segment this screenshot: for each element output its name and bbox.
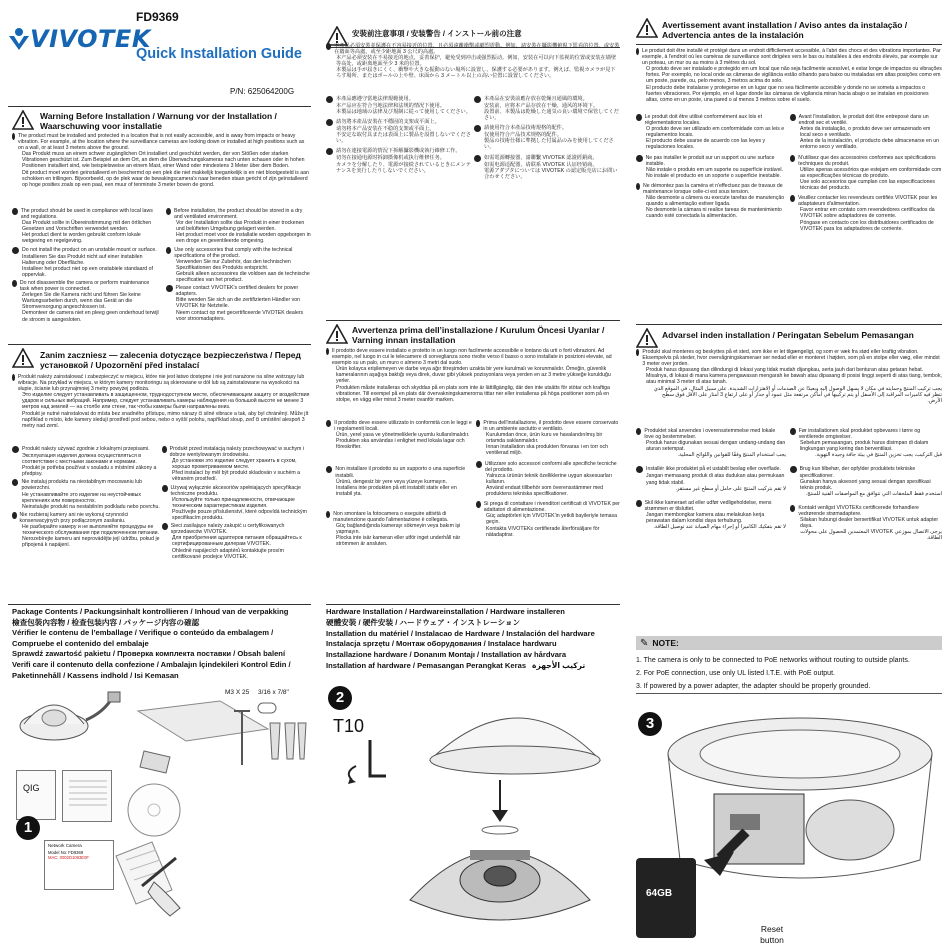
bullet-icon bbox=[326, 148, 333, 155]
screw-size-inch bbox=[258, 689, 289, 696]
bullet-icon bbox=[326, 348, 329, 355]
bullet-icon bbox=[12, 208, 18, 215]
bullet-icon bbox=[166, 285, 173, 292]
text-block: Zerlegen Sie die Kamera nicht und führen Sie keine Wartungsarbeiten durch, wenn das Gerät an die Stromversorgung angeschlossen ist. bbox=[22, 292, 141, 311]
text-block: Не устанавливайте это изделие на неустойчивых креплениях или поверхностях. bbox=[22, 491, 141, 504]
text-block: 本製品は地域の法律及び規制に従って使用してください。 bbox=[336, 109, 471, 116]
step-3-badge: 3 bbox=[638, 712, 662, 736]
text-block: Ne pas installer le produit sur un support ou une surface instable. bbox=[645, 154, 775, 167]
hardware-titles bbox=[326, 607, 622, 672]
bullet-icon bbox=[12, 374, 15, 381]
text-block: يجب استخدام المنتج وفقًا للقوانين واللوائح المحلية. bbox=[677, 452, 786, 459]
text-block: Не разбирайте камеру и не выполняйте процедуры ее технического обслуживания при подключенном питании. bbox=[22, 524, 159, 537]
guide-title: Quick Installation Guide bbox=[136, 46, 302, 62]
warning-pl-left bbox=[12, 446, 160, 548]
bullet-icon bbox=[166, 247, 171, 254]
bullet-icon bbox=[636, 500, 642, 507]
text-block: El producto debe instalarse y protegerse en un lugar que no sea fácilmente accesible y donde no se someta a impactos o fuertes vibraciones. Por ejemplo, en el lugar donde las cámaras de vigilancia miran hacia abajo o se instalan en posiciones altas, como en un poste, una pared o al menos 3 metros sobre el suelo. bbox=[646, 84, 929, 103]
text-block: El producto debe usarse de acuerdo con las leyes y regulaciones locales. bbox=[646, 138, 766, 151]
text-block: 本製品は手が届きにくく、衝撃や大きな振動のない場所に設置し、保護する必要があります。例えば、監視カメラが見下ろす場所、またはポールの上や壁、床面から 3 メートル以上の高い位置に設置してください。 bbox=[336, 67, 616, 80]
divider bbox=[326, 604, 620, 605]
text-block: Neem contact op met gecertificeerde VIVOTEK dealers voor stroomadapters. bbox=[176, 309, 304, 322]
section-title-warning-cjk: 安裝前注意事項 / 安装警告 / インストール前の注意 bbox=[352, 29, 522, 38]
warning-icon bbox=[12, 348, 34, 373]
text-block: Avant l'installation, le produit doit être entreposé dans un endroit sec et ventilé. bbox=[798, 114, 929, 127]
warning-cjk-body bbox=[326, 43, 620, 80]
text-block: 如需電源轉接器，請聯繫 VIVOTEK 認證經銷商。 bbox=[484, 154, 598, 161]
text-block: Póngase en contacto con los distribuidores certificados de VIVOTEK para los adaptadores de corriente. bbox=[800, 219, 934, 232]
text-block: يجب تركيب المنتج وحمايته في مكان لا يسهل الوصول إليه وبعيدًا عن الصدمات أو الاهتزازات الشديدة. على سبيل المثال، في الموقع الذي تنظر فيه كاميرات المراقبة إلى الأسفل أو يتم تركيبها في أماكن مرتفعة مثل عمود أو جدار أو على ارتفاع 3 أمتار على الأقل فوق سطح الأرض. bbox=[653, 385, 942, 404]
bullet-icon bbox=[636, 114, 642, 121]
text-block: Používejte pouze příslušenství, které odpovídá technickým specifikacím produktu. bbox=[172, 508, 307, 522]
text-block: Het product dient te worden gebruikt conform lokale wetgeving en regelgeving. bbox=[22, 232, 141, 245]
sd-card-label: 64GB bbox=[646, 888, 673, 899]
package-title: Vérifier le contenu de l’emballage / Verifique o conteúdo da embalagem / Compruebe el contenido del embalaje bbox=[12, 628, 274, 648]
bullet-icon bbox=[636, 428, 641, 435]
text-block: Vor der Installation sollte das Produkt in einer trockenen und belüfteten Umgebung gelagert werden. bbox=[176, 220, 305, 233]
bullet-icon bbox=[166, 208, 171, 215]
hardware-title: Installazione hardware / Donanım Montajı / Installation av hårdvara bbox=[326, 650, 567, 660]
hardware-title: 硬體安裝 / 硬件安装 / ハードウェア・インストレーション bbox=[326, 617, 521, 627]
text-block: 仅使用符合产品技术规格的配件。 bbox=[484, 132, 562, 139]
section-title-warning-en: Warning Before Installation / Warnung vor der Installation / Waarschuwing voor installatie bbox=[40, 111, 277, 131]
text-block: Produkt je nutné nainstalovat do místa bez snadného přístupu, mimo nárazy či silné vibrace a tak, aby byl chráněný. Může jít například o místo, kde kamery sledují prostředí pod sebou, nebo o vyšší polohu, například sloup, zeď či umístění alespoň 3 metry nad zemí. bbox=[22, 410, 309, 429]
text-block: Produk harus dipasang dan dilindungi di lokasi yang tidak mudah dijangkau, serta jauh dari benturan atau getaran hebat. Misalnya, di lokasi di mana kamera pengawasan mengarah ke bawah atau dipasang di posisi tinggi seperti di atas tiang, tembok, atau minimal 3 meter di atas tanah. bbox=[646, 367, 942, 386]
warning-icon bbox=[636, 18, 658, 43]
text-block: Use solo accesorios que cumplan con las especificaciones técnicas del producto. bbox=[800, 178, 935, 192]
bullet-icon bbox=[636, 183, 640, 190]
warning-it-left bbox=[326, 420, 472, 548]
text-block: Installieren Sie das Produkt nicht auf einer instabilen Halterung oder Oberfläche. bbox=[22, 253, 143, 266]
text-block: Produkt przed instalacją należy przechowywać w suchym i dobrze wentylowanym środowisku. bbox=[169, 446, 304, 459]
sticker-text: Model No: FD9369 bbox=[48, 850, 84, 855]
bullet-icon bbox=[326, 43, 331, 50]
text-block: Güç adaptörleri için VIVOTEK'in yetkili bayileriyle temasa geçin. bbox=[486, 513, 618, 526]
note-box bbox=[636, 636, 942, 696]
bullet-icon bbox=[326, 119, 333, 126]
hardware-title: Instalacja sprzętu / Монтаж оборудования / Instalace hardwaru bbox=[326, 639, 557, 649]
mac-address-text: MAC: 0002D1083E0F bbox=[48, 855, 89, 860]
section-title-warning-pl: Zanim zaczniesz — zalecenia dotyczące bezpieczeństwa / Перед установкой / Upozornění před instalací bbox=[40, 350, 301, 370]
text-block: Это изделие следует устанавливать в защищенном, труднодоступном месте, обеспечивающем защиту от воздействия ударов и сильных вибраций. Например, следует устанавливать камеры наблюдения на большой высоте не менее 3 метров над землей — на столбе или стене, так чтобы камеры были направлены вниз. bbox=[22, 392, 310, 411]
text-block: Neinstalujte produkt na nestabilním podkladu nebo povrchu. bbox=[22, 503, 160, 510]
divider bbox=[636, 324, 942, 325]
bullet-icon bbox=[790, 505, 795, 512]
sd-card-icon bbox=[636, 858, 696, 938]
text-block: 如需电源适配器，请联系 VIVOTEK 认证经销商。 bbox=[484, 161, 598, 168]
screw-label: M3 X 25 bbox=[225, 689, 250, 696]
text-block: Ürün, yerel yasa ve yönetmeliklerle uyumlu kullanılmalıdır. bbox=[336, 432, 470, 439]
model-number: FD9369 bbox=[136, 10, 179, 24]
text-block: Güç bağlandığında kamerayı sökmeyin veya bakım işi yapmayın. bbox=[336, 523, 461, 536]
text-block: لا تقم بتفكيك الكاميرا أو إجراء مهام الصيانة عند توصيل الطاقة. bbox=[653, 524, 786, 531]
text-block: The product must be installed and protected in a location that is not easily accessible, and is away from impacts or heavy vibration. For example, at the location where the surveillance cameras are looking down or installed at high positions such as on a wall, or at least 3 meters above the ground. bbox=[18, 133, 305, 152]
bullet-icon bbox=[790, 114, 796, 121]
text-block: يرجى الاتصال بموزعي VIVOTEK المعتمدين للحصول على محولات الطاقة. bbox=[800, 529, 942, 542]
text-block: The product should be used in compliance with local laws and regulations. bbox=[20, 208, 153, 221]
part-number: P/N: 625064200G bbox=[230, 87, 295, 96]
text-block: Innan installation ska produkten förvaras i en torr och ventilerad miljö. bbox=[486, 444, 608, 457]
warning-fr-body bbox=[636, 48, 942, 103]
bullet-icon bbox=[326, 466, 332, 473]
reset-button-label: Reset button bbox=[760, 924, 784, 945]
text-block: Jangan memasang produk di atas dudukan atau permukaan yang tidak stabil. bbox=[646, 473, 785, 486]
bullet-icon bbox=[476, 461, 482, 468]
divider bbox=[326, 320, 620, 321]
text-block: Ne démontez pas la caméra et n'effectuez pas de travaux de maintenance lorsque celle-ci est sous tension. bbox=[643, 182, 783, 196]
hardware-title: Installation du matériel / Instalacao de Hardware / Instalación del hardware bbox=[326, 628, 595, 638]
text-block: 請勿在連接電源的情況下拆解攝影機或執行維修工作。 bbox=[336, 148, 461, 155]
text-block: استخدم فقط الملحقات التي تتوافق مع المواصفات الفنية للمنتج. bbox=[805, 490, 942, 497]
brand-logo bbox=[8, 22, 151, 54]
warning-pl-body bbox=[12, 374, 310, 429]
divider bbox=[8, 106, 311, 107]
text-block: До установки это изделие следует хранить в сухом, хорошо проветриваемом месте. bbox=[172, 458, 297, 471]
text-block: Jangan membongkar kamera atau melakukan kerja perawatan dalam kondisi daya terhubung. bbox=[646, 511, 765, 525]
step-1-badge: 1 bbox=[16, 816, 40, 840]
text-block: Sebelum pemasangan, produk harus disimpan di dalam lingkungan yang kering dan berventilasi. bbox=[800, 440, 929, 453]
hardware-title: Installation af hardware / Pemasangan Perangkat Keras bbox=[326, 660, 527, 670]
brand-name: VIVOTEK bbox=[30, 25, 151, 53]
text-block: Produkt należy używać zgodnie z lokalnymi przepisami. bbox=[22, 446, 150, 452]
text-block: Skil ikke kameraet ad eller udfør vedligeholdelse, mens strømmen er tilsluttet. bbox=[644, 499, 772, 512]
text-block: Das Produkt sollte in Übereinstimmung mit den örtlichen Gesetzen und Vorschriften verwendet werden. bbox=[22, 220, 152, 233]
text-block: Produkt należy zainstalować i zabezpieczyć w miejscu, które nie jest łatwo dostępne i nie jest narażone na silne wstrząsy lub wibracje. Na przykład w miejscu, w którym kamery monitoringu są skierowane w dół lub są zainstalowane na wysokości na słupie, ścianie lub przynajmniej 3 metry powyżej podłoża. bbox=[17, 374, 305, 393]
warning-da-body bbox=[636, 349, 942, 404]
text-block: Antes de la instalación, el producto debe almacenarse en un entorno seco y ventilado. bbox=[800, 138, 940, 151]
alignment-sticker bbox=[126, 782, 182, 843]
bullet-icon bbox=[636, 466, 643, 473]
text-block: Non smontare la fotocamera o eseguire attività di manutenzione quando l'alimentazione è collegata. bbox=[333, 510, 449, 524]
text-block: Veuillez contacter les revendeurs certifiés VIVOTEK pour les adaptateurs d'alimentation. bbox=[797, 195, 938, 208]
text-block: 本产品必须安装在不易接近的地点，妥善保护，避免受到冲击或强烈振动。例如，安装在可以向下监视的位置或安装在墙壁等高处，或距离地面至少 3 米的位置。 bbox=[336, 55, 617, 68]
bullet-icon bbox=[162, 523, 168, 530]
text-block: Het product moet voor de installatie worden opgeborgen in een droge en geventileerde omgeving. bbox=[176, 232, 311, 245]
bullet-icon bbox=[12, 446, 19, 453]
text-block: Dit product moet worden geïnstalleerd en beschermd op een plek die niet makkelijk toegankelijk is en niet blootgesteld is aan schokken en trillingen. Bijvoorbeeld, op de plek waar de bewakingscamera's naar beneden staan gericht of zijn geïnstalleerd op hoge posities zoals op een paal, een muur of tenminste 3 meter boven de grond. bbox=[22, 169, 309, 188]
warning-cjk-right bbox=[474, 96, 620, 180]
text-block: 請使用符合本產品技術規格的配件。 bbox=[484, 125, 568, 132]
text-block: Prima dell'installazione, il prodotto deve essere conservato in un ambiente asciutto e ventilato. bbox=[483, 420, 619, 433]
text-block: Non installare il prodotto su un supporto o una superficie instabili. bbox=[335, 466, 466, 479]
bullet-icon bbox=[790, 428, 796, 435]
text-block: Nerozebírejte kameru ani neprovádějte její údržbu, pokud je připojená k napájení. bbox=[22, 536, 160, 549]
bullet-icon bbox=[12, 512, 17, 519]
text-block: 設置前、本製品は乾燥した通気の良い環境で保管してください。 bbox=[484, 109, 619, 122]
text-block: N'utilisez que des accessoires conformes aux spécifications techniques du produit. bbox=[798, 154, 936, 167]
bullet-icon bbox=[12, 479, 18, 486]
bullet-icon bbox=[162, 446, 167, 453]
text-block: Installér ikke produktet på et ustabilt beslag eller overflade. bbox=[646, 466, 781, 473]
text-block: Do not install the product on an unstable mount or surface. bbox=[22, 246, 157, 253]
divider bbox=[8, 344, 311, 345]
warning-it-right bbox=[476, 420, 620, 538]
warning-cjk-left bbox=[326, 96, 471, 174]
hand-writing-image bbox=[112, 838, 184, 923]
screw-inch-label: 3/16 x 7/8" bbox=[258, 689, 289, 696]
bullet-icon bbox=[162, 485, 168, 492]
bullet-icon bbox=[790, 195, 795, 202]
text-block: Utilizzare solo accessori conformi alle specifiche tecniche del prodotto. bbox=[484, 460, 617, 473]
text-block: Do not disassemble the camera or perform maintenance task when power is connected. bbox=[19, 279, 150, 293]
text-block: Před instalací by měl být produkt skladován v suchém a větraném prostředí. bbox=[172, 470, 301, 483]
warning-icon bbox=[12, 110, 34, 135]
text-block: Silakan hubungi dealer bersertifikat VIVOTEK untuk adapter daya. bbox=[800, 517, 939, 530]
text-block: O produto deve ser instalado e protegido em um local que não seja facilmente acessível, e estar longe de impactos ou vibrações fortes. Por exemplo, no local onde as câmeras de vigilância estão olhando para baixo ou instaladas em altas posições como em um poste, parede, ou, pelo menos, 3 metros acima do solo. bbox=[646, 66, 942, 85]
text-block: Для приобретения адаптеров питания обращайтесь к сертифицированным дилерам VIVOTEK. bbox=[172, 535, 302, 548]
text-block: Kurulumdan önce, ürün kuru ve havalandırılmış bir ortamda saklanmalıdır. bbox=[486, 432, 603, 445]
package-title: 檢查包裝內容物 / 检查包装内容 / パッケージ内容の確認 bbox=[12, 617, 200, 627]
bullet-icon bbox=[476, 501, 481, 508]
camera-disassembly-image bbox=[360, 690, 610, 951]
text-block: 请勿将本产品安装在不稳的支架或平面上。 bbox=[336, 126, 435, 133]
text-block: Yalnızca ürünün teknik özelliklerine uygun aksesuarları kullanın. bbox=[486, 472, 612, 485]
text-block: 本產品必須安裝並保護在不容易接近的位置，且必須遠離衝擊或劇烈震動。例如，請安裝在攝影機俯視下監看的位置，或安裝在牆面等高處，或至少距地面 3 公尺的高處。 bbox=[334, 43, 620, 56]
hardware-title-ar: تركيب الأجهزة bbox=[532, 660, 586, 670]
warning-pl-right bbox=[162, 446, 312, 560]
bullet-icon bbox=[474, 125, 481, 132]
warning-da-left bbox=[636, 428, 786, 530]
text-block: 切勿在接通电源时拆卸摄像机或执行维修任务。 bbox=[336, 155, 445, 162]
text-block: Si prega di contattare i rivenditori certificati di VIVOTEK per adattatori di alimentazione. bbox=[483, 501, 620, 514]
text-block: Le produit doit être installé et protégé dans un endroit difficilement accessible, à l'abri des chocs et des vibrations importantes. Par exemple, à l'endroit où les caméras de surveillance sont dirigées vers le bas ou installées à des endroits élevés, par exemple sur un poteau, un mur ou au moins à 3 mètres du sol. bbox=[641, 48, 941, 67]
warning-en-left-col bbox=[12, 208, 160, 323]
bullet-icon bbox=[474, 155, 481, 162]
text-block: O produto deve ser utilizado em conformidade com as leis e regulamentos locais. bbox=[646, 126, 785, 139]
bullet-icon bbox=[474, 96, 481, 103]
text-block: Nie instaluj produktu na niestabilnym mocowaniu lub powierzchni. bbox=[21, 479, 142, 492]
text-block: Não instale o produto em um suporte ou superfície instável. bbox=[646, 166, 783, 173]
text-block: Produkten måste installeras och skyddas på en plats som inte är lättillgänglig, där den inte utsätts för stötar och kraftiga vibrationer. Till exempel på en plats där övervakningskamerorna tittar ner eller installeras på höga positioner som på en stolpe, en vägg eller minst 3 meter ovanför marken. bbox=[336, 384, 610, 403]
text-block: Gebruik alleen accessoires die voldoen aan de technische specificaties van het product. bbox=[176, 270, 310, 284]
text-block: لا تقم بتركيب المنتج على حامل أو سطح غير مستقر. bbox=[675, 485, 786, 492]
text-block: Använd endast tillbehör som överensstämmer med produktens tekniska specifikationer. bbox=[486, 484, 604, 498]
warning-it-body bbox=[326, 348, 620, 403]
warning-da-right bbox=[790, 428, 942, 542]
text-block: Kontakt venligst VIVOTEKs certificerede forhandlere vedrørende strømadaptere. bbox=[798, 504, 919, 518]
text-block: Plocka inte isär kameran eller utför inget underhåll när strömmen är ansluten. bbox=[336, 535, 461, 548]
text-block: 製品の技術仕様に準拠した付属品のみを使用してください。 bbox=[484, 138, 614, 151]
divider bbox=[8, 604, 311, 605]
section-title-warning-it: Avvertenza prima dell’installazione / Kurulum Öncesi Uyarılar / Varning innan installation bbox=[352, 325, 605, 345]
text-block: Brug kun tilbehør, der opfylder produktets tekniske specifikationer. bbox=[799, 466, 916, 479]
text-block: Gunakan hanya aksesori yang sesuai dengan spesifikasi teknis produk. bbox=[800, 478, 931, 491]
qig-label: QIG bbox=[23, 783, 40, 793]
qig-booklet bbox=[16, 770, 56, 820]
mounting-kit-image bbox=[130, 697, 310, 782]
package-title: Sprawdź zawartość pakietu / Проверка комплекта поставки / Obsah balení bbox=[12, 649, 286, 659]
package-title: Verifi care il contenuto della confezione / Ambalajın İçindekileri Kontrol Edin / Paketinnehåll / Kassens indhold / Isi Kemasan bbox=[12, 659, 291, 680]
note-items bbox=[636, 650, 942, 694]
bullet-icon bbox=[326, 420, 331, 427]
text-block: Demonteer de camera niet en pleeg geen onderhoud terwijl de stroom is aangesloten. bbox=[22, 310, 159, 323]
note-header bbox=[636, 636, 942, 650]
text-block: 電源アダプタについては VIVOTEK の認定販売店にお問い合わせください。 bbox=[484, 167, 618, 180]
warning-icon bbox=[326, 324, 348, 349]
text-block: Ürün kolayca erişilemeyen ve darbe veya ağır titreşimden uzakta bir yere kurulmalı ve korunmalıdır. Örneğin, güvenlik kameralarının aşağıya baktığı veya direk, duvar gibi yüksek pozisyonlara veya yerden en az 3 metre yükseğe kurulduğu yerler. bbox=[336, 366, 611, 385]
text-block: Il prodotto deve essere installato e protetto in un luogo non facilmente accessibile e lontano da urti o forti vibrazioni. Ad esempio, nel luogo in cui le telecamere di sorveglianza sono rivolte verso il basso o sono installate in posizioni elevate, ad esempio su un palo, un muro o almeno 3 metri dal suolo. bbox=[331, 348, 612, 367]
text-block: Эксплуатация изделия должна осуществляться в соответствии с местными законами и нормами. bbox=[22, 453, 141, 466]
step-2-badge: 2 bbox=[328, 686, 352, 710]
note-item: 2. For PoE connection, use only UL listed I.T.E. with PoE output. bbox=[636, 670, 835, 677]
screw-size-label bbox=[225, 689, 249, 696]
bullet-icon bbox=[790, 466, 797, 473]
divider bbox=[636, 44, 942, 45]
text-block: Før installationen skal produktet opbevares i tørre og ventilerede omgivelser. bbox=[798, 428, 921, 441]
section-title-warning-da: Advarsel inden installation / Peringatan Sebelum Pemasangan bbox=[662, 330, 914, 340]
text-block: Produk harus digunakan sesuai dengan undang-undang dan aturan setempat. bbox=[646, 440, 786, 453]
text-block: Installera inte produkten på ett instabilt stativ eller en instabil yta. bbox=[336, 484, 457, 497]
warning-en-right-col bbox=[166, 208, 312, 322]
text-block: Bitte wenden Sie sich an die zertifizierten Händler von VIVOTEK für Netzteile. bbox=[176, 297, 300, 310]
text-block: Favor entrar em contato com revendedores certificados da VIVOTEK sobre adaptadores de corrente. bbox=[800, 207, 935, 220]
package-title: Package Contents / Packungsinhalt kontrollieren / Inhoud van de verpakking bbox=[12, 607, 289, 616]
text-block: Sieci zasilające należy zakupić u certyfikowanych sprzedawców VIVOTEK. bbox=[170, 523, 285, 536]
text-block: No instale el producto en un soporte o superficie inestable. bbox=[646, 172, 781, 179]
text-block: 本產品應遵守當地法律規範使用。 bbox=[336, 96, 414, 102]
text-block: Le produit doit être utilisé conformément aux lois et réglementations locales. bbox=[644, 114, 763, 127]
pencil-icon: ✎ bbox=[640, 637, 649, 649]
warning-fr-right bbox=[790, 114, 942, 232]
bullet-icon bbox=[790, 155, 795, 162]
note-label: NOTE: bbox=[652, 638, 679, 648]
text-block: Il prodotto deve essere utilizzato in conformità con le leggi e i regolamenti locali. bbox=[334, 420, 472, 433]
text-block: Please contact VIVOTEK's certified dealers for power adapters. bbox=[175, 285, 299, 298]
text-block: Antes da instalação, o produto deve ser armazenado em local seco e ventilado. bbox=[800, 126, 931, 139]
bullet-icon bbox=[12, 133, 15, 140]
text-block: カメラを分解したり、電源が接続されているときにメンテナンスを実行したりしないでください。 bbox=[336, 161, 471, 174]
text-block: No desmonte la cámara ni realice tareas de mantenimiento cuando esté conectada la alimentación. bbox=[646, 207, 782, 220]
note-item: 3. If powered by a power adapter, the adapter should be properly grounded. bbox=[636, 683, 871, 690]
text-block: Use only accessories that comply with the technical specifications of the product. bbox=[174, 246, 293, 259]
text-block: Используйте только принадлежности, отвечающие техническим характеристикам изделия. bbox=[172, 496, 295, 509]
text-block: Nie rozbieraj kamery ani nie wykonuj czynności konserwacyjnych przy podłączonym zasilaniu. bbox=[19, 511, 129, 524]
text-block: Das Produkt muss an einem schwer zugänglichen Ort installiert und geschützt werden, der von Stößen oder starken Vibrationen geschützt ist. Zum Beispiel an dem Ort, an dem die Überwachungskameras nach unten schauen oder in hohen Positionen installiert sind, wie beispielsweise an einem Mast, einer Wand oder mindestens 3 Meter über dem Boden. bbox=[22, 151, 305, 170]
text-block: Produkt skal monteres og beskyttes på et sted, som ikke er let tilgængeligt, og som er væk fra stød eller kraftig vibration. Eksempelvis på steder, hvor overvågningskameraer ser nedad eller er monteret i højden, som på en stolpe eller væg, eller mindst 3 meter over jorden. bbox=[642, 349, 940, 368]
text-block: Kontakta VIVOTEKs certifierade återförsäljare för nätadaptrar. bbox=[486, 525, 600, 538]
camera-dome-image bbox=[14, 690, 124, 767]
warning-fr-left bbox=[636, 114, 786, 220]
text-block: 本产品应在符合当地法律和法规的情况下使用。 bbox=[336, 103, 445, 109]
text-block: 不安定な取付具または表面上に製品を設置しないでください。 bbox=[336, 132, 471, 145]
text-block: Installeer het product niet op een onstabiele standaard of oppervlak. bbox=[22, 265, 153, 278]
bullet-icon bbox=[636, 155, 643, 162]
bullet-icon bbox=[636, 349, 639, 356]
text-block: قبل التركيب، يجب تخزين المنتج في بيئة جافة وجيدة التهوية. bbox=[815, 452, 942, 459]
text-block: Utilize apenas acessórios que estejam em conformidade com as especificações técnicas do produto. bbox=[800, 166, 942, 179]
text-block: Produkten ska användas i enlighet med lokala lagar och föreskrifter. bbox=[336, 438, 465, 451]
text-block: 安装前，应将本产品存放在干燥、通风的环境下。 bbox=[484, 103, 599, 109]
text-block: 請勿將本產品安裝在不穩固的支架或平面上。 bbox=[336, 119, 440, 126]
sticker-text: Network Camera bbox=[48, 843, 82, 848]
bullet-icon bbox=[476, 420, 480, 427]
text-block: Produktet skal anvendes i overensstemmelse med lokale love og bestemmelser. bbox=[644, 428, 776, 441]
package-titles bbox=[12, 607, 312, 681]
bullet-icon bbox=[636, 48, 639, 55]
text-block: Używaj wyłącznie akcesoriów spełniających specyfikacje techniczne produktu. bbox=[170, 484, 301, 497]
product-label-sticker bbox=[44, 840, 114, 890]
torx-tool-label: T10 bbox=[333, 716, 365, 736]
text-block: Ohledně napájecích adaptérů kontaktujte prosím certifikované prodejce VIVOTEK. bbox=[172, 547, 284, 560]
bullet-icon bbox=[326, 96, 333, 103]
note-item: 1. The camera is only to be connected to PoE networks without routing to outside plants. bbox=[636, 657, 910, 664]
section-title-warning-fr: Avertissement avant installation / Aviso antes da instalação / Advertencia antes de la instalación bbox=[662, 20, 908, 40]
bullet-icon bbox=[326, 511, 330, 518]
text-block: Não desmonte a câmera ou execute tarefas de manutenção quando a alimentação estiver ligada. bbox=[646, 195, 785, 208]
text-block: Before installation, the product should be stored in a dry and ventilated environment. bbox=[174, 208, 303, 221]
text-block: Produkt je potřeba používat v souladu s místními zákony a předpisy. bbox=[22, 465, 157, 478]
warning-en-body bbox=[12, 133, 310, 188]
warranty-card bbox=[62, 770, 112, 822]
hardware-title: Hardware Installation / Hardwareinstallation / Hardware installeren bbox=[326, 607, 565, 616]
text-block: Verwenden Sie nur Zubehör, das den technischen Spezifikationen des Produkts entspricht. bbox=[176, 258, 291, 271]
bullet-icon bbox=[12, 247, 19, 254]
bullet-icon bbox=[12, 280, 17, 287]
text-block: Ürünü, dengesiz bir yere veya yüzeye kurmayın. bbox=[336, 478, 448, 485]
text-block: 本產品在安裝前應存放在乾燥且通風的環境。 bbox=[484, 96, 588, 102]
